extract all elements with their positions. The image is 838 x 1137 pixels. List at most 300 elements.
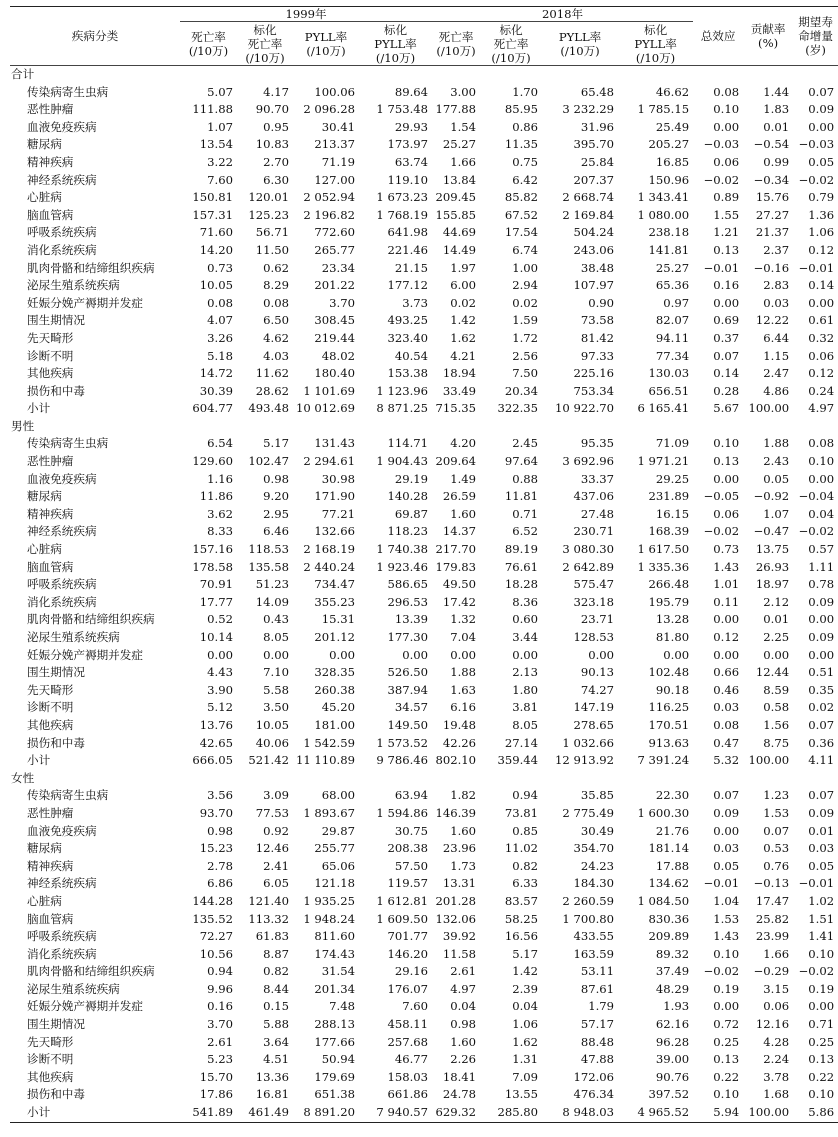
value-cell: 0.24 <box>808 383 835 398</box>
value-cell: 1.54 <box>450 119 477 134</box>
table-row <box>10 963 838 981</box>
value-cell: 2.78 <box>207 858 233 873</box>
value-cell: 17.86 <box>199 1087 233 1102</box>
value-cell: 10.83 <box>255 137 289 152</box>
value-cell: 42.26 <box>442 735 477 750</box>
table-row <box>10 1069 838 1087</box>
disease-name-cell: 先天畸形 <box>27 682 74 697</box>
value-cell: 6.54 <box>207 436 233 451</box>
table-row <box>10 805 838 823</box>
value-cell: 1.93 <box>663 999 690 1014</box>
value-cell: 734.47 <box>314 577 355 592</box>
value-cell: 2 642.89 <box>562 559 615 574</box>
value-cell: 0.53 <box>763 841 790 856</box>
value-cell: 225.16 <box>573 366 615 381</box>
value-cell: 0.06 <box>808 348 835 363</box>
table-row <box>10 330 838 348</box>
value-cell: −0.01 <box>798 260 835 275</box>
value-cell: 12.44 <box>755 665 790 680</box>
value-cell: 3.78 <box>763 1069 790 1084</box>
value-cell: 493.48 <box>248 401 289 416</box>
value-cell: 661.86 <box>387 1087 429 1102</box>
value-cell: 0.82 <box>263 964 289 979</box>
value-cell: 0.25 <box>808 1034 835 1049</box>
value-cell: 2.94 <box>512 278 539 293</box>
value-cell: 0.00 <box>763 647 790 662</box>
value-cell: 1.59 <box>512 313 539 328</box>
table-row <box>10 224 838 242</box>
value-cell: −0.02 <box>703 964 740 979</box>
value-cell: 1 617.50 <box>637 542 690 557</box>
value-cell: 217.70 <box>435 542 477 557</box>
value-cell: 1 740.38 <box>376 542 429 557</box>
value-cell: 0.15 <box>263 999 289 1014</box>
value-cell: 0.88 <box>512 471 539 486</box>
value-cell: 5.86 <box>808 1105 835 1120</box>
table-row <box>10 172 838 190</box>
disease-name-cell: 消化系统疾病 <box>27 594 97 609</box>
disease-name-cell: 其他疾病 <box>27 1069 74 1084</box>
disease-name-cell: 先天畸形 <box>27 1034 74 1049</box>
value-cell: 31.96 <box>580 119 615 134</box>
value-cell: 0.86 <box>512 119 539 134</box>
value-cell: 73.58 <box>580 313 615 328</box>
value-cell: 0.01 <box>763 612 790 627</box>
value-cell: 0.01 <box>763 119 790 134</box>
value-cell: 2 168.19 <box>303 542 355 557</box>
value-cell: 12.46 <box>255 841 289 856</box>
table-row <box>10 1051 838 1069</box>
value-cell: 1.51 <box>808 911 835 926</box>
value-cell: 2 294.61 <box>303 454 355 469</box>
table-row <box>10 699 838 717</box>
value-cell: 89.32 <box>655 946 690 961</box>
table-row <box>10 383 838 401</box>
value-cell: 359.44 <box>497 753 539 768</box>
table-row <box>10 576 838 594</box>
value-cell: 6.44 <box>763 330 790 345</box>
value-cell: 30.75 <box>394 823 429 838</box>
value-cell: 0.22 <box>808 1069 835 1084</box>
value-cell: 15.70 <box>199 1069 233 1084</box>
value-cell: 3.62 <box>207 506 233 521</box>
value-cell: 7.09 <box>512 1069 539 1084</box>
value-cell: 1 673.23 <box>376 190 429 205</box>
value-cell: 0.73 <box>207 260 233 275</box>
value-cell: 6.05 <box>263 876 289 891</box>
disease-name-cell: 损伤和中毒 <box>27 1087 85 1102</box>
value-cell: 1.97 <box>450 260 477 275</box>
value-cell: 23.96 <box>442 841 477 856</box>
value-cell: 6.00 <box>450 278 477 293</box>
value-cell: 0.00 <box>713 295 740 310</box>
value-cell: 37.49 <box>655 964 690 979</box>
disease-name-cell: 恶性肿瘤 <box>27 805 74 820</box>
value-cell: 6.74 <box>512 242 539 257</box>
value-cell: 119.57 <box>387 876 429 891</box>
value-cell: 753.34 <box>573 383 615 398</box>
value-cell: 31.54 <box>321 964 355 979</box>
std-death-rate-1999-header: 标化 死亡率 (/10万) <box>245 22 285 65</box>
value-cell: 184.30 <box>573 876 615 891</box>
value-cell: 651.38 <box>314 1087 355 1102</box>
value-cell: 170.51 <box>648 717 690 732</box>
value-cell: 4.03 <box>263 348 289 363</box>
value-cell: 1.60 <box>450 823 477 838</box>
disease-name-cell: 其他疾病 <box>27 366 74 381</box>
value-cell: 0.22 <box>713 1069 740 1084</box>
table-row <box>10 189 838 207</box>
value-cell: 4.21 <box>450 348 477 363</box>
value-cell: 208.38 <box>387 841 429 856</box>
value-cell: 0.19 <box>808 981 835 996</box>
value-cell: 25.49 <box>655 119 690 134</box>
value-cell: 260.38 <box>314 682 355 697</box>
value-cell: 178.58 <box>192 559 233 574</box>
value-cell: 209.64 <box>435 454 477 469</box>
value-cell: 17.42 <box>442 594 477 609</box>
value-cell: 0.03 <box>808 841 835 856</box>
value-cell: 0.14 <box>808 278 835 293</box>
value-cell: 0.66 <box>713 665 740 680</box>
table-row <box>10 435 838 453</box>
value-cell: −0.02 <box>798 964 835 979</box>
value-cell: −0.34 <box>753 172 790 187</box>
value-cell: 21.15 <box>394 260 429 275</box>
value-cell: 656.51 <box>648 383 690 398</box>
value-cell: 1 573.52 <box>376 735 429 750</box>
table-row <box>10 523 838 541</box>
disease-name-cell: 精神疾病 <box>27 506 74 521</box>
value-cell: 1 612.81 <box>376 893 429 908</box>
value-cell: 63.94 <box>394 788 429 803</box>
table-row <box>10 400 838 418</box>
value-cell: 296.53 <box>387 594 429 609</box>
value-cell: 174.43 <box>314 946 355 961</box>
value-cell: 14.09 <box>255 594 289 609</box>
value-cell: 25.82 <box>755 911 790 926</box>
value-cell: 71.60 <box>199 225 233 240</box>
value-cell: 0.57 <box>808 542 835 557</box>
value-cell: 0.47 <box>713 735 740 750</box>
value-cell: 87.61 <box>580 981 615 996</box>
value-cell: 3 692.96 <box>562 454 615 469</box>
value-cell: 3.64 <box>263 1034 289 1049</box>
table-row <box>10 1016 838 1034</box>
table-row <box>10 752 838 770</box>
value-cell: 0.09 <box>808 630 835 644</box>
table-row <box>10 348 838 366</box>
table-row <box>10 611 838 629</box>
disease-name-cell: 恶性肿瘤 <box>27 454 74 469</box>
value-cell: 461.49 <box>248 1105 289 1120</box>
value-cell: 77.21 <box>321 506 355 521</box>
value-cell: −0.02 <box>798 172 835 187</box>
value-cell: 1 101.69 <box>303 383 355 398</box>
value-cell: 0.99 <box>763 154 790 169</box>
value-cell: 65.36 <box>655 278 690 293</box>
pyll-2018-header: PYLL率 (/10万) <box>558 29 602 58</box>
value-cell: 53.11 <box>580 964 615 979</box>
value-cell: 5.67 <box>713 401 740 416</box>
value-cell: 23.99 <box>755 929 790 944</box>
value-cell: −0.03 <box>703 137 740 152</box>
disease-name-cell: 神经系统疾病 <box>27 876 97 891</box>
value-cell: 0.12 <box>808 242 835 257</box>
value-cell: 1.72 <box>512 330 539 345</box>
value-cell: 102.48 <box>648 665 690 680</box>
value-cell: 73.81 <box>504 805 539 820</box>
value-cell: 1 080.00 <box>637 207 690 222</box>
value-cell: 129.60 <box>192 454 233 469</box>
table-row <box>10 154 838 172</box>
value-cell: 2.61 <box>450 964 477 979</box>
value-cell: 5.17 <box>263 436 289 451</box>
value-cell: 83.57 <box>504 893 539 908</box>
value-cell: 19.48 <box>442 717 477 732</box>
value-cell: 51.23 <box>255 577 289 592</box>
value-cell: 0.10 <box>713 436 740 451</box>
value-cell: 3.56 <box>207 788 233 803</box>
disease-name-cell: 心脏病 <box>27 190 62 205</box>
disease-name-cell: 呼吸系统疾病 <box>27 577 97 592</box>
value-cell: 7 940.57 <box>376 1105 429 1120</box>
value-cell: 0.08 <box>207 295 233 310</box>
value-cell: 89.64 <box>394 84 429 99</box>
section-row <box>10 770 838 788</box>
value-cell: 1 700.80 <box>562 911 615 926</box>
disease-name-cell: 心脏病 <box>27 893 62 908</box>
value-cell: 1 785.15 <box>637 102 690 117</box>
value-cell: 1.42 <box>450 313 477 328</box>
value-cell: 6.52 <box>512 524 539 539</box>
table-row <box>10 488 838 506</box>
value-cell: 16.15 <box>655 506 690 521</box>
value-cell: 0.16 <box>713 278 740 293</box>
table-row <box>10 928 838 946</box>
value-cell: 0.00 <box>663 647 690 662</box>
value-cell: 5.17 <box>512 946 539 961</box>
value-cell: 144.28 <box>192 893 233 908</box>
value-cell: 1.66 <box>450 154 477 169</box>
table-row <box>10 629 838 647</box>
value-cell: 58.25 <box>504 911 539 926</box>
value-cell: 0.09 <box>808 102 835 117</box>
value-cell: 21.76 <box>655 823 690 838</box>
value-cell: 1.73 <box>450 858 477 873</box>
disease-name-cell: 神经系统疾病 <box>27 172 97 187</box>
value-cell: 168.39 <box>648 524 690 539</box>
value-cell: 89.19 <box>504 542 539 557</box>
value-cell: 18.28 <box>504 577 539 592</box>
value-cell: 0.05 <box>763 471 790 486</box>
value-cell: 25.84 <box>580 154 615 169</box>
std-death-rate-2018-header: 标化 死亡率 (/10万) <box>491 22 531 65</box>
value-cell: 8 948.03 <box>562 1105 615 1120</box>
table-row <box>10 594 838 612</box>
value-cell: 285.80 <box>497 1105 539 1120</box>
value-cell: 1.44 <box>763 84 790 99</box>
value-cell: 97.64 <box>504 454 539 469</box>
value-cell: 146.20 <box>387 946 429 961</box>
value-cell: 701.77 <box>387 929 429 944</box>
table-row <box>10 735 838 753</box>
value-cell: 476.34 <box>573 1087 615 1102</box>
value-cell: −0.47 <box>753 524 790 539</box>
value-cell: 70.91 <box>199 577 233 592</box>
value-cell: 116.25 <box>648 700 690 715</box>
value-cell: 0.04 <box>808 506 835 521</box>
value-cell: 3.50 <box>263 700 289 715</box>
disease-name-cell: 血液免疫疾病 <box>27 823 97 838</box>
value-cell: 4.20 <box>450 436 477 451</box>
value-cell: 641.98 <box>387 225 429 240</box>
value-cell: 2.56 <box>512 348 539 363</box>
value-cell: 3.73 <box>402 295 429 310</box>
value-cell: 7.60 <box>402 999 429 1014</box>
value-cell: 15.76 <box>755 190 790 205</box>
value-cell: 9 786.46 <box>376 753 429 768</box>
value-cell: 0.03 <box>713 700 740 715</box>
value-cell: 207.37 <box>573 172 615 187</box>
value-cell: 100.00 <box>748 753 790 768</box>
disease-name-cell: 神经系统疾病 <box>27 524 97 539</box>
value-cell: 94.11 <box>655 330 690 345</box>
value-cell: −0.04 <box>798 489 835 504</box>
value-cell: 120.01 <box>248 190 289 205</box>
value-cell: 2.83 <box>763 278 790 293</box>
value-cell: 29.25 <box>655 471 690 486</box>
table-row <box>10 471 838 489</box>
value-cell: 1.43 <box>713 559 740 574</box>
value-cell: 0.08 <box>263 295 289 310</box>
value-cell: 0.00 <box>207 647 233 662</box>
table-row <box>10 260 838 278</box>
value-cell: 1.21 <box>713 225 740 240</box>
value-cell: 9.20 <box>263 489 289 504</box>
table-row <box>10 312 838 330</box>
value-cell: 81.42 <box>580 330 615 345</box>
value-cell: 1.55 <box>713 207 740 222</box>
value-cell: 177.30 <box>387 630 429 644</box>
value-cell: 0.13 <box>713 454 740 469</box>
disease-name-cell: 呼吸系统疾病 <box>27 225 97 240</box>
value-cell: 0.19 <box>713 981 740 996</box>
value-cell: 397.52 <box>648 1087 690 1102</box>
table-row <box>10 840 838 858</box>
table-body <box>10 66 838 1123</box>
value-cell: 2 052.94 <box>303 190 355 205</box>
value-cell: 0.85 <box>512 823 539 838</box>
value-cell: 2.37 <box>763 242 790 257</box>
value-cell: 0.08 <box>713 717 740 732</box>
table-row <box>10 911 838 929</box>
value-cell: 0.72 <box>713 1017 740 1032</box>
table-row <box>10 647 838 665</box>
value-cell: 5.07 <box>207 84 233 99</box>
disease-name-cell: 精神疾病 <box>27 154 74 169</box>
value-cell: 1 032.66 <box>562 735 615 750</box>
value-cell: 0.00 <box>713 612 740 627</box>
value-cell: 2 775.49 <box>562 805 615 820</box>
value-cell: 0.00 <box>329 647 355 662</box>
value-cell: 9.96 <box>207 981 233 996</box>
disease-name-cell: 泌尿生殖系统疾病 <box>27 981 120 996</box>
value-cell: 42.65 <box>199 735 233 750</box>
value-cell: 0.07 <box>808 717 835 732</box>
value-cell: 213.37 <box>314 137 355 152</box>
value-cell: 355.23 <box>314 594 355 609</box>
value-cell: 0.00 <box>402 647 429 662</box>
disease-name-cell: 肌肉骨骼和结缔组织疾病 <box>27 260 155 275</box>
value-cell: 458.11 <box>387 1017 429 1032</box>
disease-name-cell: 小计 <box>27 1105 51 1120</box>
value-cell: 1.56 <box>763 717 790 732</box>
value-cell: 0.00 <box>713 823 740 838</box>
value-cell: 0.06 <box>713 154 740 169</box>
value-cell: 575.47 <box>573 577 615 592</box>
value-cell: 1 084.50 <box>637 893 690 908</box>
value-cell: 14.72 <box>199 366 233 381</box>
table-row <box>10 277 838 295</box>
value-cell: 0.00 <box>713 471 740 486</box>
value-cell: 44.69 <box>442 225 477 240</box>
value-cell: 12 913.92 <box>555 753 615 768</box>
value-cell: 15.23 <box>199 841 233 856</box>
disease-name-cell: 先天畸形 <box>27 330 74 345</box>
value-cell: 4.28 <box>763 1034 790 1049</box>
value-cell: 100.00 <box>748 1105 790 1120</box>
table-row <box>10 295 838 313</box>
value-cell: 3 232.29 <box>562 102 615 117</box>
value-cell: 1 594.86 <box>376 805 429 820</box>
value-cell: 0.90 <box>588 295 615 310</box>
disease-name-cell: 消化系统疾病 <box>27 946 97 961</box>
section-row <box>10 418 838 436</box>
value-cell: 243.06 <box>573 242 615 257</box>
value-cell: 1.02 <box>808 893 835 908</box>
value-cell: 201.22 <box>314 278 355 293</box>
value-cell: 17.47 <box>755 893 790 908</box>
value-cell: 57.50 <box>394 858 429 873</box>
value-cell: 2 196.82 <box>303 207 355 222</box>
value-cell: 10 012.69 <box>295 401 355 416</box>
value-cell: 1 923.46 <box>376 559 429 574</box>
value-cell: 1 893.67 <box>303 805 355 820</box>
table-row <box>10 1034 838 1052</box>
value-cell: 1.53 <box>713 911 740 926</box>
value-cell: 3.70 <box>329 295 355 310</box>
section-title: 男性 <box>11 418 35 433</box>
value-cell: 0.52 <box>207 612 233 627</box>
value-cell: 1 609.50 <box>376 911 429 926</box>
value-cell: 0.71 <box>808 1017 835 1032</box>
value-cell: 1.49 <box>450 471 477 486</box>
value-cell: 437.06 <box>573 489 615 504</box>
value-cell: 201.12 <box>314 630 355 644</box>
value-cell: 4.07 <box>207 313 233 328</box>
value-cell: 0.09 <box>808 805 835 820</box>
disease-name-cell: 诊断不明 <box>27 348 74 363</box>
value-cell: 121.40 <box>248 893 289 908</box>
value-cell: −0.01 <box>703 876 740 891</box>
value-cell: 85.95 <box>504 102 539 117</box>
value-cell: 46.62 <box>655 84 690 99</box>
value-cell: 50.94 <box>321 1052 355 1067</box>
value-cell: 0.75 <box>512 154 539 169</box>
value-cell: 11.86 <box>199 489 233 504</box>
table-row <box>10 1086 838 1104</box>
